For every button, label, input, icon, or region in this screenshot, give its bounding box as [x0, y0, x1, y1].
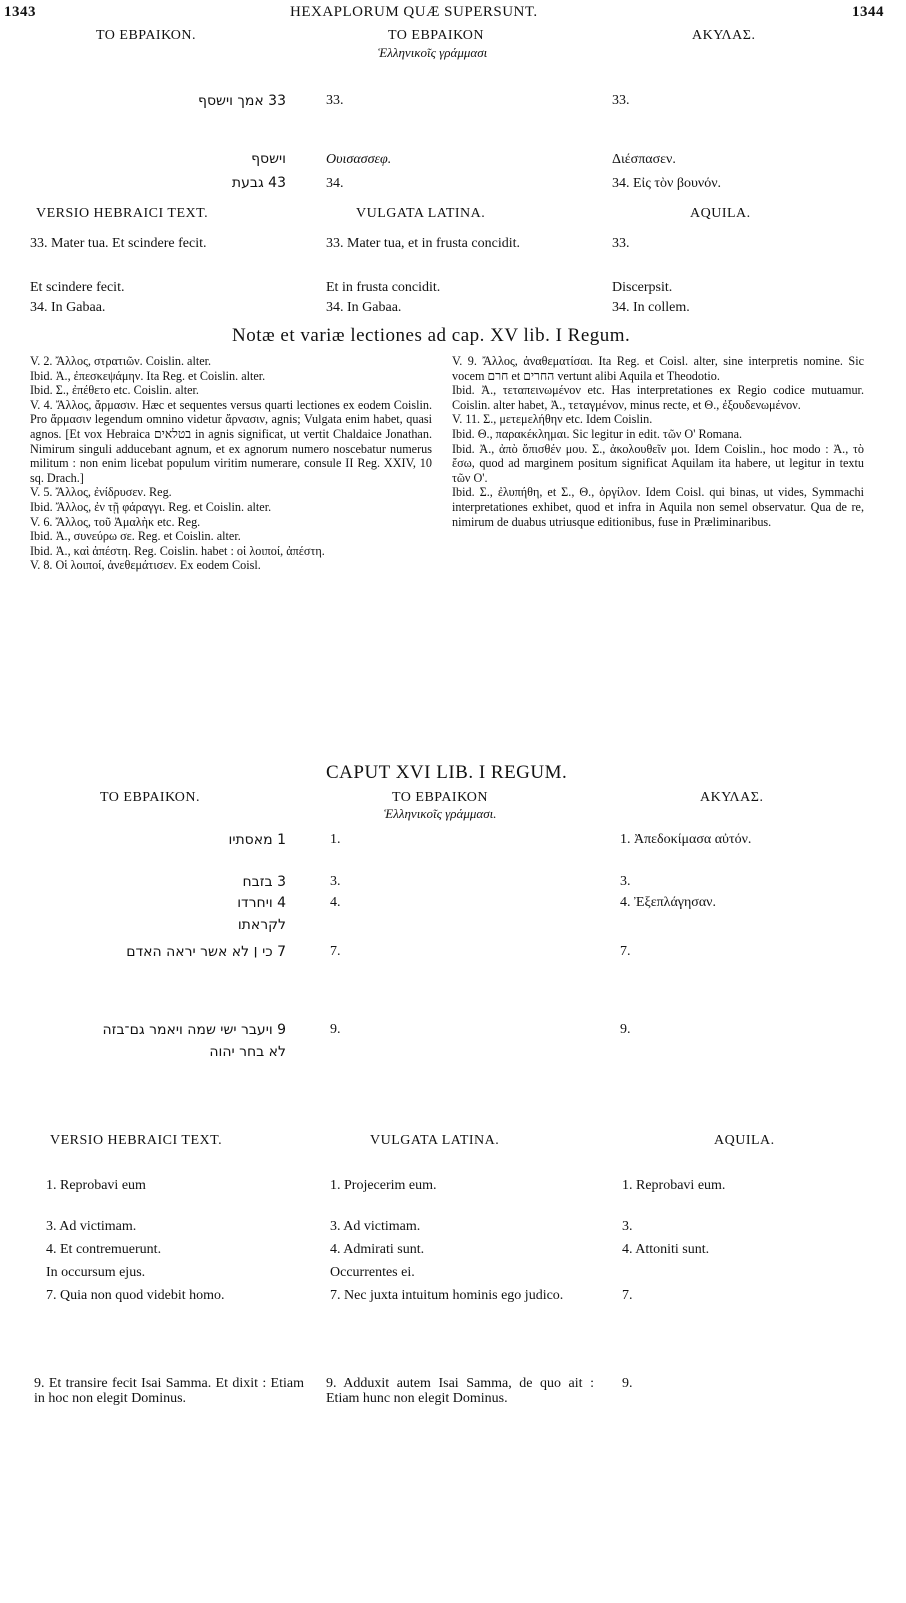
note: Ibid. Θ., παρακέκλημαι. Sic legitur in edit. τῶν Ο' Romana. — [452, 426, 743, 441]
vulgata-cell: 4. Admirati sunt. — [330, 1242, 425, 1257]
page-number-right: 1344 — [852, 4, 884, 20]
note: V. 9. Ἄλλος, ἀναθεματίσαι. Ita Reg. et Coisl. alter, sine interpretis nomine. Sic vocem חרם et החרים vertunt alibi Aquila et Theodotio. — [452, 354, 864, 383]
aquila-cell: 7. — [620, 944, 631, 959]
notes-left-column — [30, 354, 432, 573]
aquila-cell: 7. — [622, 1288, 633, 1303]
aquila-cell: 34. Εἰς τὸν βουνόν. — [612, 176, 722, 191]
header-hebraikon-greek-sub: Ἑλληνικοῖς γράμμασι — [378, 45, 488, 60]
header-hebraikon-greek: ΤΟ ΕΒΡΑΙΚΟΝ — [392, 790, 488, 805]
aquila-cell: 34. In collem. — [612, 300, 690, 315]
vulgata-cell: Occurrentes ei. — [330, 1265, 415, 1280]
header-vulgata: VULGATA LATINA. — [370, 1133, 500, 1148]
header-aquila: AQUILA. — [690, 206, 751, 221]
aquila-cell: 3. — [622, 1219, 633, 1234]
vulgata-cell: 7. Nec juxta intuitum hominis ego judico. — [330, 1288, 564, 1303]
hebrew-cell: וישסף — [251, 151, 286, 167]
note: V. 6. Ἄλλος, τοῦ Ἀμαλὴκ etc. Reg. — [30, 514, 201, 529]
vulgata-cell: 9. Adduxit autem Isai Samma, de quo ait : Etiam hunc non elegit Dominus. — [326, 1376, 594, 1406]
aquila-cell: 9. — [620, 1022, 631, 1037]
header-vulgata: VULGATA LATINA. — [356, 206, 486, 221]
chapter-title: CAPUT XVI LIB. I REGUM. — [326, 762, 568, 783]
header-hebraikon: ΤΟ ΕΒΡΑΙΚΟΝ. — [100, 790, 200, 805]
notes-right-column — [452, 354, 864, 529]
greek-cell: 1. — [330, 832, 341, 847]
greek-cell: 3. — [330, 874, 341, 889]
note: Ibid. Ἀ., ἐπεσκεψάμην. Ita Reg. et Coislin. alter. — [30, 368, 266, 383]
greek-cell: 4. — [330, 895, 341, 910]
versio-cell: 1. Reprobavi eum — [46, 1178, 146, 1193]
note: Ibid. Ἀ., τεταπεινωμένον etc. Has interpretationes ex Regio codice mutuamur. Coislin. alter habet, Ἀ., τεταγμένον, minus recte, et Θ., ἐξουδενωμένον. — [452, 383, 864, 412]
versio-cell: 7. Quia non quod videbit homo. — [46, 1288, 225, 1303]
versio-cell: 4. Et contremuerunt. — [46, 1242, 162, 1257]
aquila-cell: 1. Reprobavi eum. — [622, 1178, 726, 1193]
hebrew-cell: 4 ויחרדו — [237, 895, 286, 911]
note: V. 4. Ἄλλος, ἄρμασιν. Hæc et sequentes versus quarti lectiones ex eodem Coislin. Pro ἄρμασιν legendum omnino videtur ἄρνασιν, agnis; Vulgata enim habet, quasi agnos. [Et vox Hebraica בטלאים in agnis significat, ut vertit Chaldaice Jonathan. Nimirum singuli adducebant agnum, et ex agnorum numero noscebatur numerus militum : non enim licebat populum viritim numerare, consule II Reg. XXIV, 10 sq. Drach.] — [30, 397, 432, 485]
header-versio: VERSIO HEBRAICI TEXT. — [36, 206, 209, 221]
header-akylas: ΑΚΥΛΑΣ. — [692, 28, 756, 43]
aquila-cell: 33. — [612, 236, 630, 251]
greek-cell: 9. — [330, 1022, 341, 1037]
note: V. 2. Ἄλλος, στρατιῶν. Coislin. alter. — [30, 354, 212, 368]
versio-cell: Et scindere fecit. — [30, 280, 125, 295]
vulgata-cell: 3. Ad victimam. — [330, 1219, 421, 1234]
versio-cell: 9. Et transire fecit Isai Samma. Et dixit : Etiam in hoc non elegit Dominus. — [34, 1376, 304, 1406]
hebrew-cell: לא בחר יהוה — [209, 1044, 286, 1060]
hebrew-cell: 3 בזבח — [242, 874, 286, 890]
note: Ibid. Ἀ., καὶ ἀπέστη. Reg. Coislin. habet : οἱ λοιποί, ἀπέστη. — [30, 543, 325, 558]
versio-cell: 33. Mater tua. Et scindere fecit. — [30, 236, 207, 251]
header-hebraikon-greek-sub: Ἑλληνικοῖς γράμμασι. — [384, 806, 497, 821]
versio-cell: In occursum ejus. — [46, 1265, 146, 1280]
hebrew-cell: 34 גבעת — [231, 175, 286, 191]
versio-cell: 3. Ad victimam. — [46, 1219, 137, 1234]
header-versio: VERSIO HEBRAICI TEXT. — [50, 1133, 223, 1148]
greek-cell: Ουισασσεφ. — [326, 152, 392, 167]
aquila-cell: 4. Ἐξεπλάγησαν. — [620, 895, 717, 910]
header-hebraikon: ΤΟ ΕΒΡΑΙΚΟΝ. — [96, 28, 196, 43]
note: Ibid. Σ., ἐλυπήθη, et Σ., Θ., ὀργίλον. Idem Coisl. qui binas, ut vides, Symmachi interpretationes exhibet, quod et infra in Aquila non semel observatur. Qua de re, nimirum de duabus utriusque editionibus, fuse in Præliminaribus. — [452, 485, 864, 529]
aquila-cell: Διέσπασεν. — [612, 152, 676, 167]
aquila-cell: 4. Attoniti sunt. — [622, 1242, 710, 1257]
header-aquila: AQUILA. — [714, 1133, 775, 1148]
aquila-cell: Discerpsit. — [612, 280, 673, 295]
aquila-cell: 3. — [620, 874, 631, 889]
aquila-cell: 9. — [622, 1376, 633, 1391]
versio-cell: 34. In Gabaa. — [30, 300, 106, 315]
page-number-left: 1343 — [4, 4, 36, 20]
note: Ibid. Σ., ἐπέθετο etc. Coislin. alter. — [30, 383, 199, 398]
hebrew-cell: 33 אמך וישסף — [197, 93, 286, 109]
greek-cell: 34. — [326, 176, 344, 191]
greek-cell: 33. — [326, 93, 344, 108]
aquila-cell: 33. — [612, 93, 630, 108]
greek-cell: 7. — [330, 944, 341, 959]
header-akylas: ΑΚΥΛΑΣ. — [700, 790, 764, 805]
vulgata-cell: Et in frusta concidit. — [326, 280, 441, 295]
hebrew-cell: 9 ויעבר ישי שמה ויאמר גם־בזה — [102, 1022, 286, 1038]
note: Ibid. Ἀ., συνεύρω σε. Reg. et Coislin. alter. — [30, 529, 241, 544]
hebrew-cell: לקראתו — [237, 917, 286, 933]
note: V. 11. Σ., μετεμελήθην etc. Idem Coislin. — [452, 412, 653, 427]
note: V. 5. Ἄλλος, ἐνίδρυσεν. Reg. — [30, 485, 172, 500]
running-title: HEXAPLORUM QUÆ SUPERSUNT. — [290, 4, 538, 20]
notes-title: Notæ et variæ lectiones ad cap. XV lib. I Regum. — [232, 325, 631, 346]
aquila-cell: 1. Ἀπεδοκίμασα αὐτόν. — [620, 832, 752, 847]
note: V. 8. Οἱ λοιποί, ἀνεθεμάτισεν. Ex eodem Coisl. — [30, 558, 261, 573]
header-hebraikon-greek: ΤΟ ΕΒΡΑΙΚΟΝ — [388, 28, 484, 43]
note: Ibid. Ἄλλος, ἐν τῇ φάραγγι. Reg. et Coislin. alter. — [30, 499, 272, 514]
vulgata-cell: 1. Projecerim eum. — [330, 1178, 437, 1193]
note: Ibid. Ἀ., ἀπὸ ὄπισθέν μου. Σ., ἀκολουθεῖν μοι. Idem Coislin., hoc modo : Ἀ., τὸ ἔσω, quod ad marginem positum significat Aquilam ita habere, ut legitur in textu τῶν Ο'. — [452, 441, 864, 485]
hebrew-cell: 1 מאסתיו — [228, 832, 286, 848]
vulgata-cell: 33. Mater tua, et in frusta concidit. — [326, 236, 520, 251]
vulgata-cell: 34. In Gabaa. — [326, 300, 402, 315]
hebrew-cell: 7 כי ׀ לא אשר יראה האדם — [126, 944, 286, 960]
